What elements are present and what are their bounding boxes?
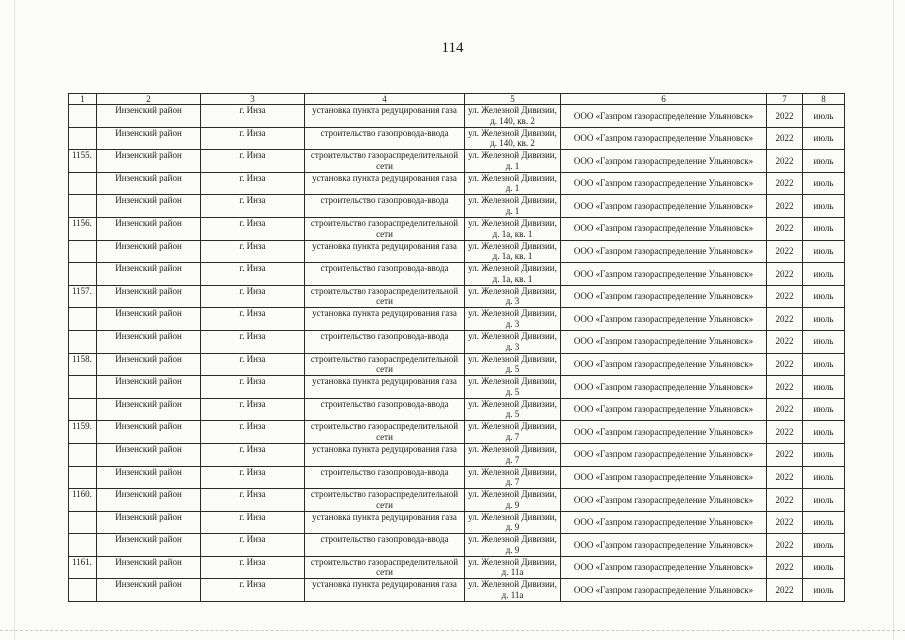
scan-edge-right (893, 0, 894, 640)
address-cell: ул. Железной Дивизии, д. 7 (465, 466, 561, 489)
work-type-cell: установка пункта редуцирования газа (305, 240, 465, 263)
month-cell: июль (803, 105, 845, 128)
table-row (69, 127, 845, 150)
table-row (69, 217, 845, 240)
address-cell: ул. Железной Дивизии, д. 11а (465, 556, 561, 579)
locality-cell: г. Инза (201, 556, 305, 579)
table-row (69, 489, 845, 512)
district-cell: Инзенский район (97, 511, 201, 534)
address-cell: ул. Железной Дивизии, д. 1 (465, 195, 561, 218)
locality-cell: г. Инза (201, 127, 305, 150)
organization-cell: ООО «Газпром газораспределение Ульяновск» (561, 240, 767, 263)
organization-cell: ООО «Газпром газораспределение Ульяновск» (561, 421, 767, 444)
entry-number: 1160. (69, 489, 97, 512)
work-type-cell: установка пункта редуцирования газа (305, 579, 465, 602)
organization-cell: ООО «Газпром газораспределение Ульяновск» (561, 353, 767, 376)
entry-number: 1161. (69, 556, 97, 579)
table-row (69, 376, 845, 399)
district-cell: Инзенский район (97, 556, 201, 579)
month-cell: июль (803, 556, 845, 579)
organization-cell: ООО «Газпром газораспределение Ульяновск» (561, 466, 767, 489)
entry-number (69, 195, 97, 218)
year-cell: 2022 (767, 195, 803, 218)
entry-number (69, 240, 97, 263)
column-number: 6 (561, 94, 767, 105)
district-cell: Инзенский район (97, 150, 201, 173)
year-cell: 2022 (767, 556, 803, 579)
entry-number (69, 443, 97, 466)
month-cell: июль (803, 353, 845, 376)
month-cell: июль (803, 534, 845, 557)
table-row (69, 466, 845, 489)
organization-cell: ООО «Газпром газораспределение Ульяновск» (561, 534, 767, 557)
year-cell: 2022 (767, 330, 803, 353)
page-number: 114 (441, 40, 464, 56)
entry-number (69, 127, 97, 150)
entry-number (69, 376, 97, 399)
year-cell: 2022 (767, 421, 803, 444)
address-cell: ул. Железной Дивизии, д. 1а, кв. 1 (465, 217, 561, 240)
locality-cell: г. Инза (201, 489, 305, 512)
address-cell: ул. Железной Дивизии, д. 5 (465, 376, 561, 399)
address-cell: ул. Железной Дивизии, д. 7 (465, 421, 561, 444)
entry-number (69, 263, 97, 286)
locality-cell: г. Инза (201, 376, 305, 399)
month-cell: июль (803, 511, 845, 534)
entry-number (69, 308, 97, 331)
year-cell: 2022 (767, 240, 803, 263)
address-cell: ул. Железной Дивизии, д. 7 (465, 443, 561, 466)
year-cell: 2022 (767, 466, 803, 489)
locality-cell: г. Инза (201, 330, 305, 353)
work-type-cell: строительство газораспределительной сети (305, 217, 465, 240)
address-cell: ул. Железной Дивизии, д. 3 (465, 285, 561, 308)
month-cell: июль (803, 240, 845, 263)
entry-number (69, 330, 97, 353)
address-cell: ул. Железной Дивизии, д. 140, кв. 2 (465, 105, 561, 128)
work-type-cell: установка пункта редуцирования газа (305, 376, 465, 399)
locality-cell: г. Инза (201, 534, 305, 557)
address-cell: ул. Железной Дивизии, д. 1 (465, 150, 561, 173)
column-number: 3 (201, 94, 305, 105)
table-row (69, 398, 845, 421)
locality-cell: г. Инза (201, 105, 305, 128)
organization-cell: ООО «Газпром газораспределение Ульяновск» (561, 285, 767, 308)
column-number: 5 (465, 94, 561, 105)
district-cell: Инзенский район (97, 127, 201, 150)
locality-cell: г. Инза (201, 240, 305, 263)
district-cell: Инзенский район (97, 172, 201, 195)
locality-cell: г. Инза (201, 150, 305, 173)
year-cell: 2022 (767, 398, 803, 421)
month-cell: июль (803, 263, 845, 286)
locality-cell: г. Инза (201, 443, 305, 466)
table-row (69, 285, 845, 308)
locality-cell: г. Инза (201, 285, 305, 308)
organization-cell: ООО «Газпром газораспределение Ульяновск» (561, 105, 767, 128)
table-row (69, 421, 845, 444)
organization-cell: ООО «Газпром газораспределение Ульяновск» (561, 172, 767, 195)
table-row (69, 511, 845, 534)
district-cell: Инзенский район (97, 353, 201, 376)
locality-cell: г. Инза (201, 421, 305, 444)
month-cell: июль (803, 195, 845, 218)
entry-number (69, 534, 97, 557)
scan-edge-left (14, 0, 15, 640)
table-row (69, 150, 845, 173)
district-cell: Инзенский район (97, 421, 201, 444)
table-row (69, 443, 845, 466)
organization-cell: ООО «Газпром газораспределение Ульяновск» (561, 308, 767, 331)
address-cell: ул. Железной Дивизии, д. 3 (465, 330, 561, 353)
locality-cell: г. Инза (201, 172, 305, 195)
year-cell: 2022 (767, 489, 803, 512)
locality-cell: г. Инза (201, 466, 305, 489)
year-cell: 2022 (767, 217, 803, 240)
district-cell: Инзенский район (97, 376, 201, 399)
month-cell: июль (803, 308, 845, 331)
year-cell: 2022 (767, 127, 803, 150)
district-cell: Инзенский район (97, 534, 201, 557)
work-type-cell: строительство газопровода-ввода (305, 398, 465, 421)
table-row (69, 353, 845, 376)
year-cell: 2022 (767, 285, 803, 308)
year-cell: 2022 (767, 353, 803, 376)
organization-cell: ООО «Газпром газораспределение Ульяновск» (561, 376, 767, 399)
work-type-cell: строительство газораспределительной сети (305, 556, 465, 579)
work-type-cell: строительство газопровода-ввода (305, 534, 465, 557)
table-row (69, 534, 845, 557)
organization-cell: ООО «Газпром газораспределение Ульяновск» (561, 217, 767, 240)
month-cell: июль (803, 466, 845, 489)
work-type-cell: установка пункта редуцирования газа (305, 443, 465, 466)
address-cell: ул. Железной Дивизии, д. 1 (465, 172, 561, 195)
district-cell: Инзенский район (97, 285, 201, 308)
organization-cell: ООО «Газпром газораспределение Ульяновск» (561, 511, 767, 534)
table-row (69, 195, 845, 218)
district-cell: Инзенский район (97, 195, 201, 218)
work-type-cell: установка пункта редуцирования газа (305, 172, 465, 195)
locality-cell: г. Инза (201, 263, 305, 286)
locality-cell: г. Инза (201, 195, 305, 218)
work-type-cell: строительство газораспределительной сети (305, 353, 465, 376)
address-cell: ул. Железной Дивизии, д. 5 (465, 398, 561, 421)
work-type-cell: строительство газораспределительной сети (305, 285, 465, 308)
work-type-cell: установка пункта редуцирования газа (305, 308, 465, 331)
work-type-cell: строительство газопровода-ввода (305, 127, 465, 150)
entry-number (69, 398, 97, 421)
entry-number (69, 466, 97, 489)
entry-number: 1156. (69, 217, 97, 240)
address-cell: ул. Железной Дивизии, д. 9 (465, 534, 561, 557)
month-cell: июль (803, 285, 845, 308)
address-cell: ул. Железной Дивизии, д. 9 (465, 511, 561, 534)
table-row (69, 172, 845, 195)
locality-cell: г. Инза (201, 579, 305, 602)
year-cell: 2022 (767, 263, 803, 286)
district-cell: Инзенский район (97, 489, 201, 512)
year-cell: 2022 (767, 172, 803, 195)
work-type-cell: строительство газораспределительной сети (305, 150, 465, 173)
year-cell: 2022 (767, 443, 803, 466)
district-cell: Инзенский район (97, 105, 201, 128)
locality-cell: г. Инза (201, 217, 305, 240)
column-number: 7 (767, 94, 803, 105)
month-cell: июль (803, 330, 845, 353)
entry-number (69, 172, 97, 195)
address-cell: ул. Железной Дивизии, д. 1а, кв. 1 (465, 263, 561, 286)
district-cell: Инзенский район (97, 217, 201, 240)
district-cell: Инзенский район (97, 398, 201, 421)
district-cell: Инзенский район (97, 579, 201, 602)
address-cell: ул. Железной Дивизии, д. 11а (465, 579, 561, 602)
column-number: 4 (305, 94, 465, 105)
month-cell: июль (803, 443, 845, 466)
year-cell: 2022 (767, 105, 803, 128)
entry-number: 1159. (69, 421, 97, 444)
district-cell: Инзенский район (97, 330, 201, 353)
table-row (69, 105, 845, 128)
table-row (69, 308, 845, 331)
organization-cell: ООО «Газпром газораспределение Ульяновск» (561, 150, 767, 173)
work-type-cell: строительство газораспределительной сети (305, 489, 465, 512)
month-cell: июль (803, 398, 845, 421)
table-row (69, 330, 845, 353)
organization-cell: ООО «Газпром газораспределение Ульяновск» (561, 127, 767, 150)
work-type-cell: установка пункта редуцирования газа (305, 105, 465, 128)
organization-cell: ООО «Газпром газораспределение Ульяновск» (561, 579, 767, 602)
work-type-cell: установка пункта редуцирования газа (305, 511, 465, 534)
entry-number: 1158. (69, 353, 97, 376)
work-type-cell: строительство газопровода-ввода (305, 263, 465, 286)
year-cell: 2022 (767, 534, 803, 557)
column-number: 1 (69, 94, 97, 105)
work-type-cell: строительство газораспределительной сети (305, 421, 465, 444)
address-cell: ул. Железной Дивизии, д. 5 (465, 353, 561, 376)
year-cell: 2022 (767, 511, 803, 534)
work-type-cell: строительство газопровода-ввода (305, 466, 465, 489)
locality-cell: г. Инза (201, 308, 305, 331)
locality-cell: г. Инза (201, 353, 305, 376)
locality-cell: г. Инза (201, 511, 305, 534)
year-cell: 2022 (767, 150, 803, 173)
month-cell: июль (803, 150, 845, 173)
entry-number (69, 579, 97, 602)
address-cell: ул. Железной Дивизии, д. 1а, кв. 1 (465, 240, 561, 263)
district-cell: Инзенский район (97, 308, 201, 331)
entry-number: 1157. (69, 285, 97, 308)
work-type-cell: строительство газопровода-ввода (305, 195, 465, 218)
locality-cell: г. Инза (201, 398, 305, 421)
month-cell: июль (803, 172, 845, 195)
district-cell: Инзенский район (97, 443, 201, 466)
work-type-cell: строительство газопровода-ввода (305, 330, 465, 353)
month-cell: июль (803, 489, 845, 512)
month-cell: июль (803, 127, 845, 150)
organization-cell: ООО «Газпром газораспределение Ульяновск» (561, 398, 767, 421)
organization-cell: ООО «Газпром газораспределение Ульяновск» (561, 443, 767, 466)
organization-cell: ООО «Газпром газораспределение Ульяновск» (561, 195, 767, 218)
address-cell: ул. Железной Дивизии, д. 140, кв. 2 (465, 127, 561, 150)
organization-cell: ООО «Газпром газораспределение Ульяновск» (561, 489, 767, 512)
table-row (69, 263, 845, 286)
table-row (69, 240, 845, 263)
month-cell: июль (803, 579, 845, 602)
organization-cell: ООО «Газпром газораспределение Ульяновск» (561, 263, 767, 286)
organization-cell: ООО «Газпром газораспределение Ульяновск» (561, 556, 767, 579)
scan-edge-bottom (0, 630, 905, 631)
column-number-row (69, 94, 845, 105)
table-row (69, 556, 845, 579)
year-cell: 2022 (767, 308, 803, 331)
district-cell: Инзенский район (97, 263, 201, 286)
district-cell: Инзенский район (97, 466, 201, 489)
month-cell: июль (803, 376, 845, 399)
year-cell: 2022 (767, 579, 803, 602)
month-cell: июль (803, 421, 845, 444)
year-cell: 2022 (767, 376, 803, 399)
organization-cell: ООО «Газпром газораспределение Ульяновск» (561, 330, 767, 353)
column-number: 8 (803, 94, 845, 105)
entry-number: 1155. (69, 150, 97, 173)
column-number: 2 (97, 94, 201, 105)
entry-number (69, 511, 97, 534)
month-cell: июль (803, 217, 845, 240)
address-cell: ул. Железной Дивизии, д. 3 (465, 308, 561, 331)
address-cell: ул. Железной Дивизии, д. 9 (465, 489, 561, 512)
district-cell: Инзенский район (97, 240, 201, 263)
works-table (68, 93, 845, 602)
table-row (69, 579, 845, 602)
entry-number (69, 105, 97, 128)
